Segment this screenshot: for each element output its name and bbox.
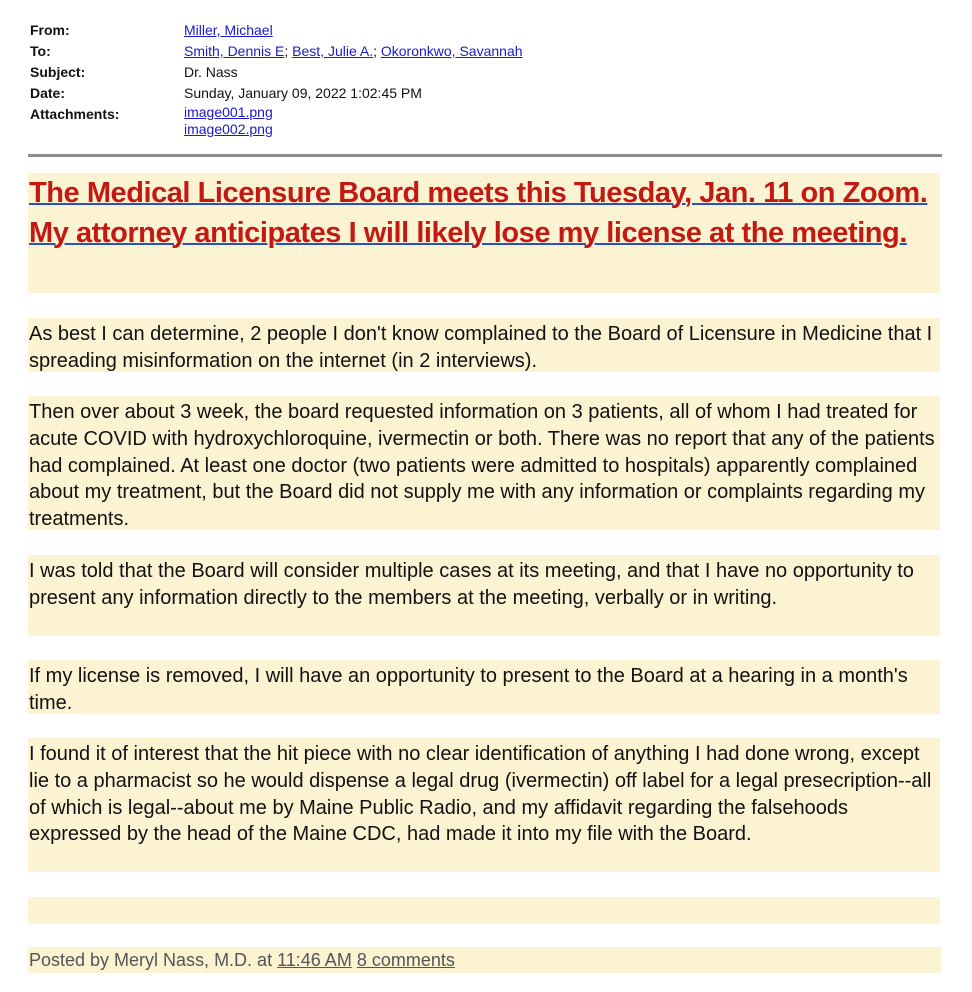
paragraph: As best I can determine, 2 people I don't know complained to the Board of Licensure in Medicine that I spreading misinformation on the internet (in 2 interviews). (28, 318, 940, 372)
from-label: From: (30, 22, 70, 38)
attachment-link[interactable]: image001.png (184, 104, 273, 120)
attachments-row (30, 104, 523, 137)
to-label: To: (30, 43, 51, 59)
paragraph: If my license is removed, I will have an opportunity to present to the Board at a hearing in a month's time. (28, 660, 940, 714)
headline-block (28, 173, 940, 293)
attachments-label: Attachments: (30, 106, 120, 122)
paragraph: I found it of interest that the hit piece with no clear identification of anything I had done wrong, except lie to a pharmacist so he would dispense a legal drug (ivermectin) off label for a legal presecription--all of which is legal--about me by Maine Public Radio, and my affidavit regarding the falsehoods expressed by the head of the Maine CDC, had made it into my file with the Board. (28, 738, 940, 872)
post-time-link[interactable]: 11:46 AM (277, 950, 352, 970)
date-row (30, 83, 523, 104)
to-link-okoronkwo[interactable]: Okoronkwo, Savannah (380, 43, 523, 59)
to-separator: ; (373, 43, 381, 59)
to-link-smith[interactable]: Smith, Dennis E (184, 43, 285, 59)
from-row (30, 20, 523, 41)
from-link[interactable]: Miller, Michael (184, 22, 273, 38)
date-value: Sunday, January 09, 2022 1:02:45 PM (184, 85, 422, 101)
post-footer (28, 947, 941, 973)
attachment-link[interactable]: image002.png (184, 121, 273, 137)
date-label: Date: (30, 85, 66, 101)
comments-link[interactable]: 8 comments (356, 950, 455, 970)
email-header (30, 20, 523, 137)
headline: The Medical Licensure Board meets this Tuesday, Jan. 11 on Zoom. My attorney anticipates I will likely lose my license at the meeting. (29, 177, 928, 249)
to-separator: ; (284, 43, 293, 59)
paragraph: I was told that the Board will consider multiple cases at its meeting, and that I have no opportunity to present any information directly to the members at the meeting, verbally or in writing. (28, 555, 940, 636)
to-link-best[interactable]: Best, Julie A. (292, 43, 374, 59)
header-divider (28, 154, 942, 157)
to-row (30, 41, 523, 62)
empty-block (28, 897, 940, 924)
paragraph: Then over about 3 week, the board requested information on 3 patients, all of whom I had treated for acute COVID with hydroxychloroquine, ivermectin or both. There was no report that any of the patients had complained. At least one doctor (two patients were admitted to hospitals) apparently complained about my treatment, but the Board did not supply me with any information or complaints regarding my treatments. (28, 396, 940, 530)
subject-row (30, 62, 523, 83)
subject-label: Subject: (30, 64, 86, 80)
subject-value: Dr. Nass (184, 64, 238, 80)
posted-by: Posted by Meryl Nass, M.D. at (29, 950, 273, 970)
